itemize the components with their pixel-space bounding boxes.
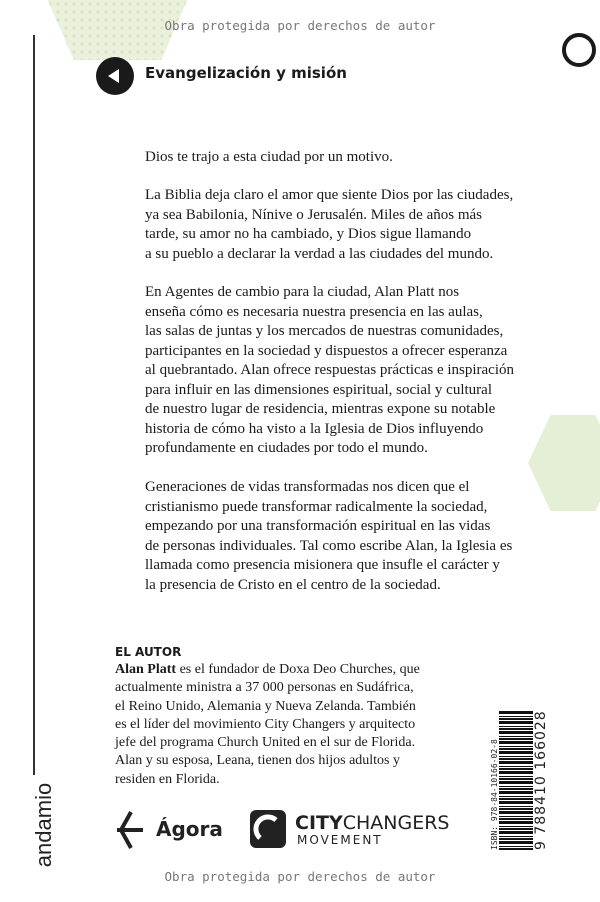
text-line: historia de cómo ha visto a la Iglesia de Dios influyendo [145,420,484,437]
citychangers-logo-icon [250,810,286,848]
city-text: CITY [295,812,343,834]
text-line: el Reino Unido, Alemania y Nueva Zelanda. También [115,698,416,714]
text-line: para influir en las dimensiones espiritual, social y cultural [145,381,492,398]
isbn-label: ISBN: 978-84-10166-02-8 [490,739,499,850]
text-line: En Agentes de cambio para la ciudad, Alan Platt nos [145,284,460,300]
text-line: profundamente en ciudades por todo el mundo. [145,440,428,456]
movement-text: MOVEMENT [297,833,383,847]
text-line: residen en Florida. [115,771,220,787]
text-line: es el líder del movimiento City Changers y arquitecto [115,716,416,732]
paragraph-4 [145,478,512,595]
text-line: empezando por una transformación espiritual en las vidas [145,518,491,534]
text-line: las salas de juntas y los mercados de nuestras comunidades, [145,323,504,339]
paragraph-2 [145,186,513,264]
text-line: la presencia de Cristo en el centro de la sociedad. [145,576,441,593]
paragraph-3 [145,283,514,459]
text-line: tarde, su amor no ha cambiado, y Dios sigue llamando [145,226,472,242]
text-line: actualmente ministra a 37 000 personas en Sudáfrica, [115,680,414,696]
author-bio [115,661,420,789]
isbn-digits: 9 788410 166028 [533,710,549,850]
text-line: La Biblia deja claro el amor que siente Dios por las ciudades, [145,187,514,203]
changers-text: CHANGERS [342,812,450,834]
divider-line [33,35,35,775]
paragraph-1 [145,148,393,168]
author-heading: EL AUTOR [115,645,182,659]
citychangers-logo-text [295,812,450,834]
text-line: es el fundador de Doxa Deo Churches, que [176,662,420,677]
agora-logo-text: Ágora [156,817,223,841]
text-line: ya sea Babilonia, Nínive o Jerusalén. Miles de años más [145,206,483,223]
text-line: cristianismo puede transformar radicalmente la sociedad, [145,498,488,515]
isbn-barcode [490,710,549,850]
text-line: jefe del programa Church United en el sur de Florida. [115,735,416,751]
text-line: de nuestro lugar de residencia, mientras expone su notable [145,401,496,417]
series-badge-icon [96,57,134,95]
text-line: al quebrantado. Alan ofrece respuestas prácticas e inspiración [145,362,515,378]
text-line: enseña cómo es necesaria nuestra presencia en las aulas, [145,303,483,320]
decorative-hexagon-right [528,415,600,511]
barcode-bars [499,710,533,850]
series-title: Evangelización y misión [145,64,347,82]
publisher-mark-icon [562,33,596,67]
text-line: Dios te trajo a esta ciudad por un motivo. [145,149,393,165]
watermark-top: Obra protegida por derechos de autor [164,18,436,33]
text-line: llamada como presencia misionera que insufle el carácter y [145,557,500,573]
agora-logo-icon [113,810,145,850]
imprint-logo: andamio [31,782,57,868]
text-line: de personas individuales. Tal como escribe Alan, la Iglesia es [145,537,513,554]
text-line: a su pueblo a declarar la verdad a las ciudades del mundo. [145,245,494,262]
text-line: Generaciones de vidas transformadas nos dicen que el [145,479,470,495]
watermark-bottom: Obra protegida por derechos de autor [164,869,436,884]
author-name: Alan Platt [115,662,177,677]
text-line: Alan y su esposa, Leana, tienen dos hijos adultos y [115,753,401,769]
text-line: participantes en la sociedad y dispuestos a ofrecer esperanza [145,342,508,359]
